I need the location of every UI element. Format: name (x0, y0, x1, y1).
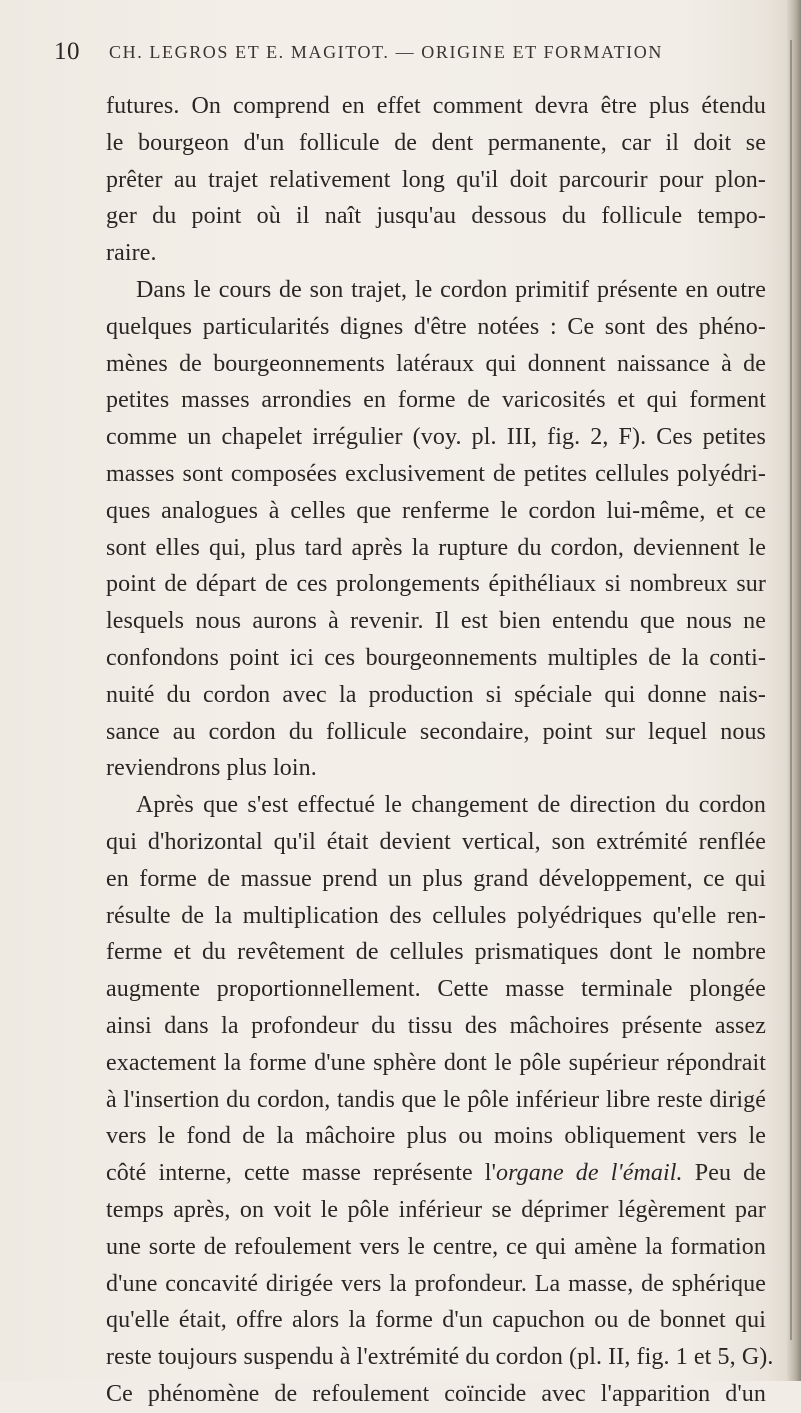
text-line: en forme de massue prend un plus grand développement, ce qui (106, 865, 766, 892)
text-line: quelques particularités dignes d'être notées : Ce sont des phéno- (106, 313, 766, 340)
text-line: sance au cordon du follicule secondaire, point sur lequel nous (106, 718, 766, 745)
text-line: augmente proportionnellement. Cette masse terminale plongée (106, 976, 766, 1003)
text-line: nuité du cordon avec la production si spéciale qui donne nais- (106, 681, 766, 708)
running-head: CH. LEGROS ET E. MAGITOT. — ORIGINE ET FORMATION (109, 42, 663, 62)
text-line: ferme et du revêtement de cellules prismatiques dont le nombre (106, 939, 766, 966)
text-line-with-italic (106, 1155, 766, 1192)
page-number: 10 (54, 38, 80, 65)
text-line: petites masses arrondies en forme de varicosités et qui forment (106, 387, 766, 414)
text-line: le bourgeon d'un follicule de dent permanente, car il doit se (106, 129, 766, 156)
body-text (106, 88, 774, 1413)
text-line: point de départ de ces prolongements épithéliaux si nombreux sur (106, 571, 766, 598)
text-line: résulte de la multiplication des cellules polyédriques qu'elle ren- (106, 902, 766, 929)
text-line: qu'elle était, offre alors la forme d'un capuchon ou de bonnet qui (106, 1307, 766, 1334)
text-line: comme un chapelet irrégulier (voy. pl. III, fig. 2, F). Ces petites (106, 424, 766, 451)
text-line: lesquels nous aurons à revenir. Il est bien entendu que nous ne (106, 608, 766, 635)
text-line: reste toujours suspendu à l'extrémité du cordon (pl. II, fig. 1 et 5, G). (106, 1344, 774, 1371)
page-edge-line (790, 40, 792, 1340)
text-line: ger du point où il naît jusqu'au dessous du follicule tempo- (106, 203, 766, 230)
text-line: vers le fond de la mâchoire plus ou moins obliquement vers le (106, 1123, 766, 1150)
italic-term: organe de l'émail. (496, 1160, 683, 1187)
text-segment: côté interne, cette masse représente l' (106, 1160, 496, 1187)
text-line: qui d'horizontal qu'il était devient vertical, son extrémité renflée (106, 828, 766, 855)
paragraph-start-line: Après que s'est effectué le changement de direction du cordon (136, 792, 766, 819)
text-line: prêter au trajet relativement long qu'il doit parcourir pour plon- (106, 166, 766, 193)
text-line: ainsi dans la profondeur du tissu des mâchoires présente assez (106, 1012, 766, 1039)
text-line: à l'insertion du cordon, tandis que le pôle inférieur libre reste dirigé (106, 1086, 766, 1113)
text-segment: Peu de (682, 1160, 766, 1187)
text-line: ques analogues à celles que renferme le cordon lui-même, et ce (106, 497, 766, 524)
page-header (54, 38, 774, 68)
text-line: une sorte de refoulement vers le centre, ce qui amène la formation (106, 1233, 766, 1260)
text-line: temps après, on voit le pôle inférieur se déprimer légèrement par (106, 1196, 766, 1223)
paragraph-start-line: Dans le cours de son trajet, le cordon primitif présente en outre (136, 276, 766, 303)
text-line: mènes de bourgeonnements latéraux qui donnent naissance à de (106, 350, 766, 377)
text-line: confondons point ici ces bourgeonnements multiples de la conti- (106, 644, 766, 671)
text-line: futures. On comprend en effet comment devra être plus étendu (106, 93, 766, 119)
text-line: sont elles qui, plus tard après la rupture du cordon, deviennent le (106, 534, 766, 561)
text-line: raire. (106, 240, 157, 267)
text-line: d'une concavité dirigée vers la profondeur. La masse, de sphérique (106, 1270, 766, 1297)
text-line: exactement la forme d'une sphère dont le pôle supérieur répondrait (106, 1049, 766, 1076)
text-line: Ce phénomène de refoulement coïncide avec l'apparition d'un (106, 1380, 766, 1407)
text-line: reviendrons plus loin. (106, 755, 317, 782)
text-line: masses sont composées exclusivement de petites cellules polyédri- (106, 460, 766, 487)
